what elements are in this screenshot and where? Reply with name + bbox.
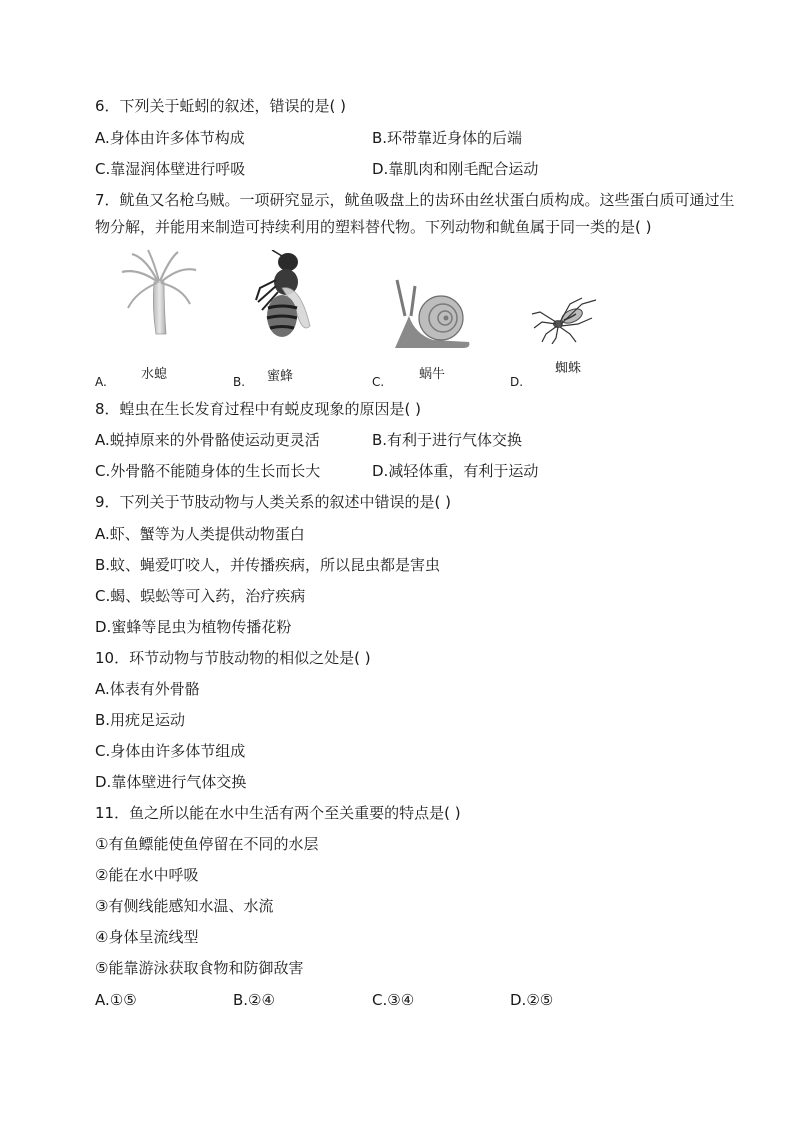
q11-option-b[interactable]: B.②④	[233, 991, 275, 1009]
q9-option-a[interactable]: A.虾、蟹等为人类提供动物蛋白	[95, 525, 305, 543]
q7-option-a-caption: 水螅	[141, 367, 168, 382]
question-8-stem: 8．蝗虫在生长发育过程中有蜕皮现象的原因是( )	[95, 400, 422, 418]
hydra-image[interactable]	[118, 248, 200, 340]
q11-option-d[interactable]: D.②⑤	[510, 991, 554, 1009]
question-7-stem-line1: 7．鱿鱼又名枪乌贼。一项研究显示，鱿鱼吸盘上的齿环由丝状蛋白质构成。这些蛋白质可通过生	[95, 191, 735, 209]
question-6-stem: 6．下列关于蚯蚓的叙述，错误的是( )	[95, 97, 347, 115]
q8-option-d[interactable]: D.减轻体重，有利于运动	[372, 462, 539, 480]
q10-option-b[interactable]: B.用疣足运动	[95, 711, 186, 729]
q11-statement-3: ③有侧线能感知水温、水流	[95, 897, 274, 915]
snail-image[interactable]	[393, 278, 473, 350]
q8-option-c[interactable]: C.外骨骼不能随身体的生长而长大	[95, 462, 321, 480]
q6-option-b[interactable]: B.环带靠近身体的后端	[372, 129, 523, 147]
q7-option-c-caption: 蜗牛	[419, 367, 446, 382]
q11-statement-5: ⑤能靠游泳获取食物和防御敌害	[95, 959, 304, 977]
q11-statement-1: ①有鱼鳔能使鱼停留在不同的水层	[95, 835, 319, 853]
q7-option-b-letter[interactable]: B.	[233, 375, 246, 389]
q6-option-d[interactable]: D.靠肌肉和刚毛配合运动	[372, 160, 539, 178]
q11-statement-4: ④身体呈流线型	[95, 928, 199, 946]
q7-option-a-letter[interactable]: A.	[95, 375, 107, 389]
q11-statement-2: ②能在水中呼吸	[95, 866, 199, 884]
q11-option-c[interactable]: C.③④	[372, 991, 415, 1009]
question-10-stem: 10．环节动物与节肢动物的相似之处是( )	[95, 649, 371, 667]
q7-option-d-letter[interactable]: D.	[510, 375, 524, 389]
q10-option-c[interactable]: C.身体由许多体节组成	[95, 742, 246, 760]
q11-option-a[interactable]: A.①⑤	[95, 991, 137, 1009]
q9-option-c[interactable]: C.蝎、蜈蚣等可入药，治疗疾病	[95, 587, 306, 605]
q7-option-b-caption: 蜜蜂	[267, 369, 294, 384]
q8-option-b[interactable]: B.有利于进行气体交换	[372, 431, 523, 449]
question-9-stem: 9．下列关于节肢动物与人类关系的叙述中错误的是( )	[95, 493, 452, 511]
q6-option-a[interactable]: A.身体由许多体节构成	[95, 129, 245, 147]
q10-option-d[interactable]: D.靠体壁进行气体交换	[95, 773, 247, 791]
spider-image[interactable]	[530, 294, 602, 344]
bee-image[interactable]	[252, 250, 314, 340]
q7-option-d-caption: 蜘蛛	[555, 361, 582, 376]
q8-option-a[interactable]: A.蜕掉原来的外骨骼使运动更灵活	[95, 431, 320, 449]
q7-option-c-letter[interactable]: C.	[372, 375, 385, 389]
question-11-stem: 11．鱼之所以能在水中生活有两个至关重要的特点是( )	[95, 804, 461, 822]
q6-option-c[interactable]: C.靠湿润体壁进行呼吸	[95, 160, 246, 178]
q9-option-b[interactable]: B.蚊、蝇爱叮咬人，并传播疾病，所以昆虫都是害虫	[95, 556, 441, 574]
q9-option-d[interactable]: D.蜜蜂等昆虫为植物传播花粉	[95, 618, 292, 636]
q10-option-a[interactable]: A.体表有外骨骼	[95, 680, 200, 698]
question-7-stem-line2: 物分解，并能用来制造可持续利用的塑料替代物。下列动物和鱿鱼属于同一类的是( )	[95, 218, 652, 236]
